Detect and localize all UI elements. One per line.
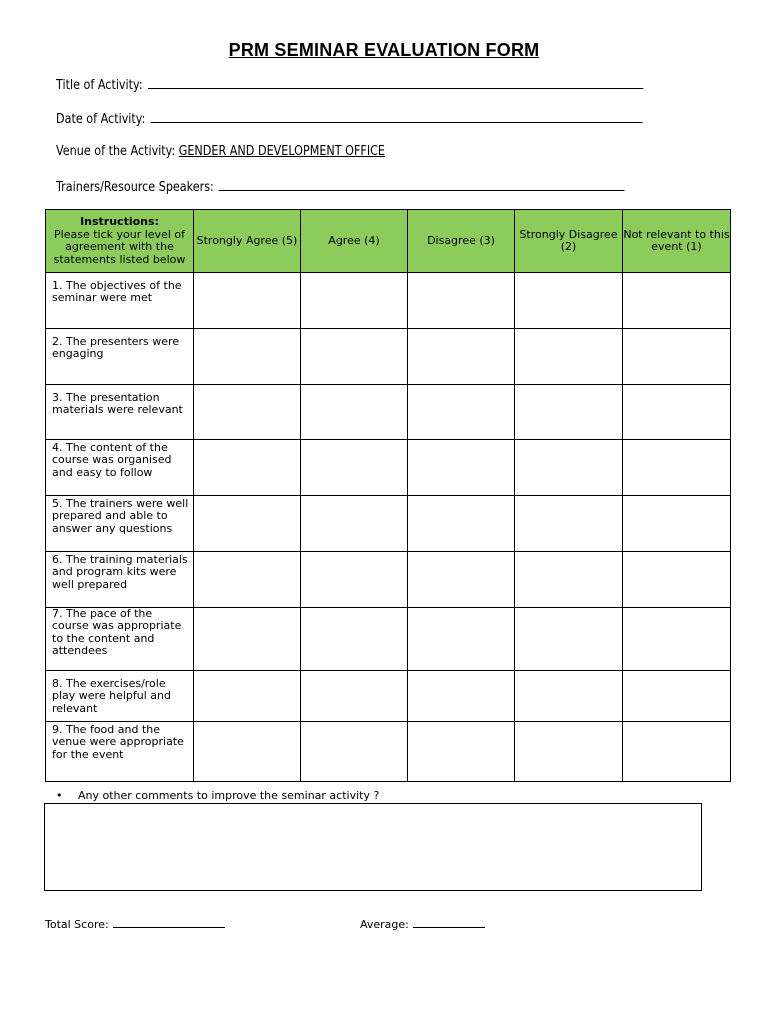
evaluation-table — [45, 209, 731, 782]
tick-cell-strongly-disagree[interactable] — [515, 329, 623, 385]
tick-cell-not-relevant[interactable] — [623, 329, 731, 385]
tick-cell-agree[interactable] — [301, 671, 408, 722]
average-field — [360, 916, 485, 931]
total-score-field — [45, 916, 225, 931]
tick-cell-strongly-agree[interactable] — [194, 440, 301, 496]
tick-cell-agree[interactable] — [301, 552, 408, 608]
comments-prompt-text: Any other comments to improve the seminar activity ? — [78, 789, 380, 802]
tick-cell-disagree[interactable] — [408, 671, 515, 722]
venue-of-activity-field — [56, 144, 385, 159]
table-row — [46, 722, 731, 782]
tick-cell-not-relevant[interactable] — [623, 671, 731, 722]
tick-cell-agree[interactable] — [301, 608, 408, 671]
statement-2: 2. The presenters were engaging — [46, 329, 194, 385]
venue-of-activity-label: Venue of the Activity: — [56, 144, 176, 159]
tick-cell-not-relevant[interactable] — [623, 722, 731, 782]
trainers-label: Trainers/Resource Speakers: — [56, 180, 214, 195]
header-strongly-disagree: Strongly Disagree (2) — [515, 210, 623, 273]
tick-cell-agree[interactable] — [301, 273, 408, 329]
venue-of-activity-value: GENDER AND DEVELOPMENT OFFICE — [178, 144, 386, 159]
tick-cell-not-relevant[interactable] — [623, 496, 731, 552]
tick-cell-disagree[interactable] — [408, 552, 515, 608]
tick-cell-disagree[interactable] — [408, 273, 515, 329]
comments-box[interactable] — [44, 803, 702, 891]
tick-cell-strongly-disagree[interactable] — [515, 722, 623, 782]
table-row — [46, 440, 731, 496]
tick-cell-strongly-disagree[interactable] — [515, 608, 623, 671]
tick-cell-strongly-disagree[interactable] — [515, 671, 623, 722]
tick-cell-strongly-agree[interactable] — [194, 671, 301, 722]
form-title: PRM SEMINAR EVALUATION FORM — [228, 40, 540, 60]
statement-6: 6. The training materials and program kits were well prepared — [46, 552, 194, 608]
statement-4: 4. The content of the course was organised and easy to follow — [46, 440, 194, 496]
instructions-header — [46, 210, 194, 273]
tick-cell-strongly-agree[interactable] — [194, 496, 301, 552]
comments-prompt — [56, 789, 379, 802]
tick-cell-not-relevant[interactable] — [623, 385, 731, 440]
total-score-blank[interactable] — [113, 916, 225, 928]
date-of-activity-field — [56, 110, 642, 127]
title-of-activity-label: Title of Activity: — [56, 78, 143, 93]
date-of-activity-label: Date of Activity: — [56, 112, 146, 127]
instructions-title: Instructions: — [80, 215, 159, 228]
tick-cell-not-relevant[interactable] — [623, 552, 731, 608]
tick-cell-strongly-agree[interactable] — [194, 722, 301, 782]
statement-7: 7. The pace of the course was appropriate to the content and attendees — [46, 608, 194, 671]
header-not-relevant: Not relevant to this event (1) — [623, 210, 731, 273]
table-row — [46, 608, 731, 671]
tick-cell-strongly-disagree[interactable] — [515, 273, 623, 329]
tick-cell-disagree[interactable] — [408, 385, 515, 440]
tick-cell-strongly-disagree[interactable] — [515, 496, 623, 552]
statement-5: 5. The trainers were well prepared and able to answer any questions — [46, 496, 194, 552]
tick-cell-strongly-agree[interactable] — [194, 329, 301, 385]
table-row — [46, 329, 731, 385]
table-row — [46, 552, 731, 608]
tick-cell-strongly-disagree[interactable] — [515, 440, 623, 496]
tick-cell-agree[interactable] — [301, 385, 408, 440]
tick-cell-disagree[interactable] — [408, 496, 515, 552]
table-header-row — [46, 210, 731, 273]
tick-cell-strongly-disagree[interactable] — [515, 552, 623, 608]
tick-cell-agree[interactable] — [301, 722, 408, 782]
tick-cell-strongly-agree[interactable] — [194, 385, 301, 440]
table-row — [46, 385, 731, 440]
statement-1: 1. The objectives of the seminar were met — [46, 273, 194, 329]
tick-cell-disagree[interactable] — [408, 329, 515, 385]
tick-cell-not-relevant[interactable] — [623, 440, 731, 496]
trainers-field — [56, 178, 625, 195]
tick-cell-strongly-agree[interactable] — [194, 273, 301, 329]
tick-cell-strongly-agree[interactable] — [194, 608, 301, 671]
tick-cell-strongly-agree[interactable] — [194, 552, 301, 608]
tick-cell-agree[interactable] — [301, 440, 408, 496]
header-disagree: Disagree (3) — [408, 210, 515, 273]
tick-cell-disagree[interactable] — [408, 440, 515, 496]
statement-9: 9. The food and the venue were appropriate for the event — [46, 722, 194, 782]
title-of-activity-field — [56, 76, 643, 93]
total-score-label: Total Score: — [45, 918, 109, 931]
title-of-activity-blank[interactable] — [148, 76, 643, 89]
table-row — [46, 496, 731, 552]
table-row — [46, 273, 731, 329]
tick-cell-not-relevant[interactable] — [623, 608, 731, 671]
header-strongly-agree: Strongly Agree (5) — [194, 210, 301, 273]
tick-cell-not-relevant[interactable] — [623, 273, 731, 329]
tick-cell-disagree[interactable] — [408, 608, 515, 671]
average-label: Average: — [360, 918, 409, 931]
tick-cell-strongly-disagree[interactable] — [515, 385, 623, 440]
average-blank[interactable] — [413, 916, 485, 928]
trainers-blank[interactable] — [219, 178, 625, 191]
date-of-activity-blank[interactable] — [151, 110, 643, 123]
instructions-text: Please tick your level of agreement with the statements listed below — [53, 227, 186, 266]
header-agree: Agree (4) — [301, 210, 408, 273]
tick-cell-agree[interactable] — [301, 329, 408, 385]
bullet-icon: • — [56, 789, 63, 802]
statement-8: 8. The exercises/role play were helpful and relevant — [46, 671, 194, 722]
tick-cell-agree[interactable] — [301, 496, 408, 552]
table-row — [46, 671, 731, 722]
statement-3: 3. The presentation materials were relevant — [46, 385, 194, 440]
tick-cell-disagree[interactable] — [408, 722, 515, 782]
